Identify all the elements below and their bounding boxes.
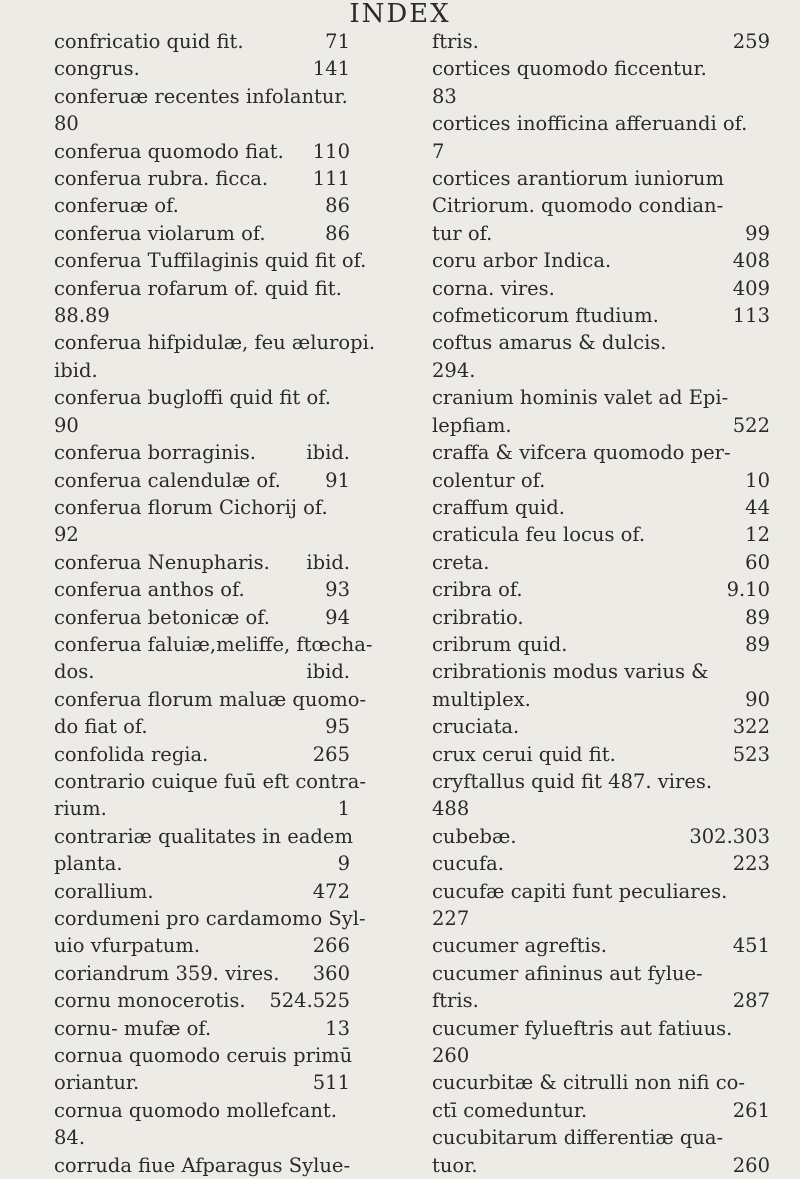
entry-text: conferua quomodo fiat. — [54, 139, 284, 163]
index-entry — [432, 55, 770, 82]
entry-text: conferua rofarum of. quid fit. — [54, 276, 342, 300]
entry-text: 260 — [432, 1044, 470, 1068]
index-entry — [432, 110, 770, 137]
entry-page-ref: 95 — [325, 715, 350, 739]
entry-text: rium. — [54, 797, 107, 821]
index-entry — [54, 439, 350, 466]
entry-text: cubebæ. — [432, 824, 517, 848]
entry-text: 488 — [432, 797, 470, 821]
index-entry — [432, 439, 770, 466]
index-entry — [54, 412, 350, 439]
entry-text: creta. — [432, 550, 490, 574]
index-entry — [54, 713, 350, 740]
entry-page-ref: 472 — [312, 879, 350, 903]
index-entry — [54, 384, 350, 411]
index-entry — [432, 138, 770, 165]
index-entry — [54, 960, 350, 987]
index-entry — [54, 795, 350, 822]
entry-text: dos. — [54, 660, 95, 684]
entry-text: conferua borraginis. — [54, 441, 256, 465]
index-entry — [54, 165, 350, 192]
entry-page-ref: 408 — [732, 249, 770, 273]
entry-page-ref: 261 — [732, 1098, 770, 1122]
index-entry — [432, 357, 770, 384]
entry-text: planta. — [54, 852, 123, 876]
right-column — [432, 28, 770, 1179]
index-entry — [54, 1042, 353, 1069]
entry-text: cornu- mufæ of. — [54, 1016, 212, 1040]
index-entry — [432, 1015, 770, 1042]
entry-page-ref: 409 — [732, 276, 770, 300]
entry-text: contrario cuique fuū eft contra- — [54, 769, 366, 793]
index-entry — [432, 741, 770, 768]
index-entry — [54, 768, 366, 795]
entry-page-ref: 223 — [732, 852, 770, 876]
entry-text: lepfiam. — [432, 413, 512, 437]
index-entry — [54, 302, 350, 329]
index-entry — [54, 192, 350, 219]
index-entry — [54, 275, 350, 302]
index-entry — [432, 247, 770, 274]
entry-text: cortices quomodo ficcentur. — [432, 57, 707, 81]
index-entry — [432, 384, 770, 411]
entry-page-ref: 110 — [312, 139, 350, 163]
entry-page-ref: 266 — [312, 934, 350, 958]
entry-text: 80 — [54, 112, 79, 136]
index-entry — [432, 275, 770, 302]
entry-text: cucufæ capiti funt peculiares. — [432, 879, 728, 903]
index-entry — [432, 83, 770, 110]
entry-text: cucufa. — [432, 852, 505, 876]
index-entry — [54, 741, 350, 768]
entry-text: conferua faluiæ,meliffe, ftœcha- — [54, 632, 373, 656]
index-entry — [54, 1069, 350, 1096]
index-entry — [432, 932, 770, 959]
entry-text: cranium hominis valet ad Epi- — [432, 386, 729, 410]
index-entry — [432, 549, 770, 576]
entry-text: craffum quid. — [432, 495, 565, 519]
entry-text: cryftallus quid fit 487. vires. — [432, 769, 713, 793]
entry-text: 88.89 — [54, 304, 110, 328]
entry-text: ftris. — [432, 989, 479, 1013]
entry-text: cribrationis modus varius & — [432, 660, 709, 684]
index-entry — [432, 329, 770, 356]
entry-text: conferua Nenupharis. — [54, 550, 270, 574]
entry-page-ref: 259 — [732, 30, 770, 53]
entry-text: coru arbor Indica. — [432, 249, 612, 273]
entry-text: 84. — [54, 1126, 86, 1150]
entry-text: conferua rubra. ficca. — [54, 167, 269, 191]
index-entry — [432, 521, 770, 548]
entry-page-ref: 91 — [325, 468, 350, 492]
index-entry — [432, 686, 770, 713]
entry-text: coriandrum 359. vires. — [54, 961, 280, 985]
entry-text: Citriorum. quomodo condian- — [432, 194, 724, 218]
index-entry — [432, 850, 770, 877]
entry-page-ref: 451 — [732, 934, 770, 958]
entry-text: corallium. — [54, 879, 154, 903]
entry-page-ref: 113 — [732, 304, 770, 328]
entry-text: cofmeticorum ftudium. — [432, 304, 659, 328]
index-entry — [432, 192, 770, 219]
index-entry — [432, 823, 770, 850]
index-entry — [54, 467, 350, 494]
entry-page-ref: 89 — [745, 632, 770, 656]
index-entry — [432, 494, 770, 521]
entry-text: ibid. — [54, 358, 98, 382]
index-entry — [432, 220, 770, 247]
entry-page-ref: 10 — [745, 468, 770, 492]
entry-text: corruda fiue Afparagus Sylue- — [54, 1153, 351, 1177]
entry-page-ref: 111 — [312, 167, 350, 191]
entry-text: tur of. — [432, 221, 493, 245]
index-entry — [54, 28, 350, 55]
index-entry — [54, 138, 350, 165]
index-entry — [54, 549, 350, 576]
index-entry — [54, 55, 350, 82]
entry-page-ref: 9.10 — [726, 578, 770, 602]
index-entry — [432, 604, 770, 631]
entry-text: crux cerui quid fit. — [432, 742, 616, 766]
index-entry — [432, 1069, 770, 1096]
entry-page-ref: 94 — [325, 605, 350, 629]
entry-text: colentur of. — [432, 468, 546, 492]
entry-page-ref: ibid. — [306, 660, 350, 684]
index-entry — [432, 1042, 770, 1069]
entry-text: cribrum quid. — [432, 632, 568, 656]
entry-page-ref: 302.303 — [689, 824, 770, 848]
index-entry — [432, 878, 770, 905]
index-entry — [54, 357, 350, 384]
entry-text: cribratio. — [432, 605, 524, 629]
entry-page-ref: 522 — [732, 413, 770, 437]
entry-text: conferua florum maluæ quomo- — [54, 687, 367, 711]
entry-page-ref: 99 — [745, 221, 770, 245]
index-entry — [432, 658, 770, 685]
left-column — [54, 28, 376, 1179]
entry-text: congrus. — [54, 57, 140, 81]
entry-page-ref: ibid. — [306, 441, 350, 465]
entry-page-ref: 44 — [745, 495, 770, 519]
entry-text: 83 — [432, 84, 457, 108]
entry-text: cucumer agreftis. — [432, 934, 607, 958]
entry-page-ref: 71 — [325, 30, 350, 53]
index-entry — [54, 604, 350, 631]
entry-text: conferua betonicæ of. — [54, 605, 270, 629]
index-entry — [432, 905, 770, 932]
entry-text: cornu monocerotis. — [54, 989, 246, 1013]
entry-text: 92 — [54, 523, 79, 547]
index-entry — [432, 576, 770, 603]
index-entry — [54, 823, 353, 850]
index-entry — [54, 1097, 350, 1124]
entry-text: cortices arantiorum iuniorum — [432, 167, 724, 191]
index-entry — [54, 576, 350, 603]
entry-text: conferua violarum of. — [54, 221, 266, 245]
index-entry — [54, 686, 367, 713]
entry-page-ref: 260 — [732, 1153, 770, 1177]
index-entry — [54, 110, 350, 137]
index-entry — [432, 1097, 770, 1124]
entry-page-ref: 89 — [745, 605, 770, 629]
index-entry — [432, 960, 770, 987]
index-entry — [54, 494, 350, 521]
index-entry — [432, 1152, 770, 1179]
entry-text: 90 — [54, 413, 79, 437]
entry-text: confolida regia. — [54, 742, 209, 766]
entry-text: cornua quomodo ceruis primū — [54, 1044, 353, 1068]
index-entry — [54, 1124, 350, 1151]
entry-page-ref: 511 — [312, 1071, 350, 1095]
entry-text: multiplex. — [432, 687, 531, 711]
entry-text: tuor. — [432, 1153, 478, 1177]
entry-text: cucumer afininus aut fylue- — [432, 961, 703, 985]
index-entry — [54, 1152, 350, 1179]
entry-text: conferua calendulæ of. — [54, 468, 281, 492]
index-entry — [432, 713, 770, 740]
entry-page-ref: 1 — [337, 797, 350, 821]
entry-text: conferuæ recentes infolantur. — [54, 84, 348, 108]
entry-text: oriantur. — [54, 1071, 140, 1095]
entry-page-ref: 13 — [325, 1016, 350, 1040]
entry-page-ref: 523 — [732, 742, 770, 766]
entry-page-ref: 9 — [337, 852, 350, 876]
entry-text: cortices inofficina afferuandi of. — [432, 112, 748, 136]
entry-text: contrariæ qualitates in eadem — [54, 824, 353, 848]
index-entry — [432, 631, 770, 658]
index-entry — [54, 220, 350, 247]
entry-text: ftris. — [432, 30, 479, 53]
entry-text: craticula feu locus of. — [432, 523, 646, 547]
index-entry — [54, 932, 350, 959]
entry-page-ref: 360 — [312, 961, 350, 985]
entry-page-ref: 141 — [312, 57, 350, 81]
entry-text: corna. vires. — [432, 276, 555, 300]
entry-text: uio vfurpatum. — [54, 934, 201, 958]
index-entry — [54, 905, 366, 932]
index-entry — [54, 247, 367, 274]
index-entry — [54, 329, 376, 356]
entry-text: conferua anthos of. — [54, 578, 245, 602]
index-entry — [432, 768, 770, 795]
entry-page-ref: 86 — [325, 194, 350, 218]
page-header: INDEX — [349, 0, 451, 29]
index-entry — [54, 658, 350, 685]
index-entry — [54, 631, 373, 658]
entry-text: cornua quomodo mollefcant. — [54, 1098, 337, 1122]
entry-text: conferua hifpidulæ, feu æluropi. — [54, 331, 376, 355]
entry-page-ref: 265 — [312, 742, 350, 766]
entry-text: cucurbitæ & citrulli non nifi co- — [432, 1071, 746, 1095]
index-entry — [432, 302, 770, 329]
index-entry — [54, 850, 350, 877]
entry-text: conferua bugloffi quid fit of. — [54, 386, 331, 410]
entry-text: ctī comeduntur. — [432, 1098, 588, 1122]
entry-text: confricatio quid fit. — [54, 30, 244, 53]
index-entry — [54, 987, 350, 1014]
entry-text: conferua florum Cichorij of. — [54, 495, 328, 519]
entry-page-ref: ibid. — [306, 550, 350, 574]
index-entry — [54, 878, 350, 905]
entry-page-ref: 93 — [325, 578, 350, 602]
entry-text: cucubitarum differentiæ qua- — [432, 1126, 724, 1150]
index-entry — [54, 521, 350, 548]
index-entry — [432, 467, 770, 494]
entry-text: cucumer fylueftris aut fatiuus. — [432, 1016, 733, 1040]
entry-page-ref: 12 — [745, 523, 770, 547]
index-entry — [54, 83, 350, 110]
entry-text: cordumeni pro cardamomo Syl- — [54, 907, 366, 930]
index-entry — [432, 165, 770, 192]
index-entry — [432, 795, 770, 822]
entry-text: 294. — [432, 358, 476, 382]
entry-text: do fiat of. — [54, 715, 148, 739]
entry-text: 227 — [432, 907, 470, 930]
entry-text: cribra of. — [432, 578, 523, 602]
entry-page-ref: 86 — [325, 221, 350, 245]
index-entry — [432, 987, 770, 1014]
entry-text: coftus amarus & dulcis. — [432, 331, 667, 355]
entry-page-ref: 524.525 — [269, 989, 350, 1013]
entry-page-ref: 90 — [745, 687, 770, 711]
entry-page-ref: 287 — [732, 989, 770, 1013]
entry-text: 7 — [432, 139, 445, 163]
entry-text: craffa & vifcera quomodo per- — [432, 441, 731, 465]
index-entry — [432, 412, 770, 439]
entry-page-ref: 60 — [745, 550, 770, 574]
index-entry — [54, 1015, 350, 1042]
entry-page-ref: 322 — [732, 715, 770, 739]
index-entry — [432, 1124, 770, 1151]
entry-text: conferua Tuffilaginis quid fit of. — [54, 249, 367, 273]
index-entry — [432, 28, 770, 55]
entry-text: conferuæ of. — [54, 194, 179, 218]
entry-text: cruciata. — [432, 715, 520, 739]
